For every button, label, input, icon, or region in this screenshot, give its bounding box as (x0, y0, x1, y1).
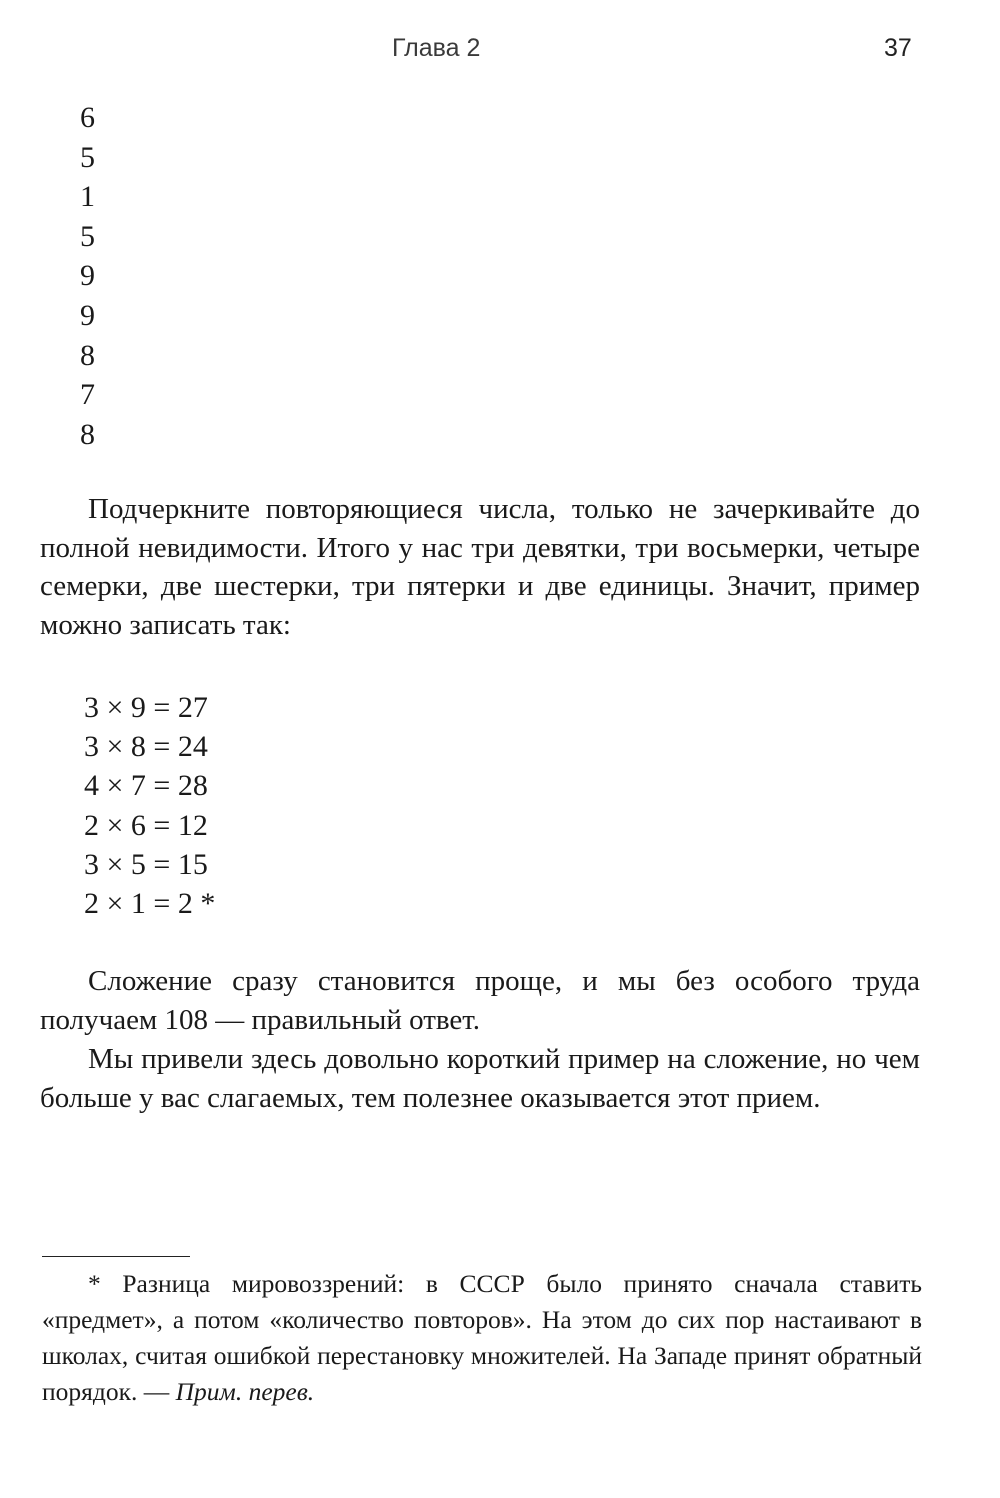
chapter-title: Глава 2 (392, 34, 481, 62)
digit-item: 5 (80, 219, 95, 253)
equation-line: 2 × 1 = 2 * (84, 886, 216, 920)
digit-column (80, 98, 95, 454)
equation-line: 3 × 5 = 15 (84, 847, 208, 881)
footnote (42, 1266, 922, 1410)
footnote-attribution: Прим. перев. (175, 1377, 315, 1406)
paragraph-result: Сложение сразу становится проще, и мы без особого труда получаем 108 — правильный ответ. (40, 965, 920, 1036)
equation-line: 3 × 8 = 24 (84, 730, 208, 764)
digit-item: 1 (80, 180, 95, 214)
digit-item: 9 (80, 259, 95, 293)
footnote-divider (42, 1256, 190, 1257)
equation-line: 2 × 6 = 12 (84, 808, 208, 842)
footnote-text: * Разница мировоззрений: в СССР было принято сначала ставить «предмет», а потом «количество повторов». На этом до сих пор настаивают в школах, считая ошибкой перестановку множителей. На Западе принят обратный порядок. — (42, 1269, 922, 1406)
equation-line: 3 × 9 = 27 (84, 691, 208, 724)
digit-item: 9 (80, 298, 95, 332)
digit-item: 7 (80, 378, 95, 412)
paragraph-conclusion: Мы привели здесь довольно короткий пример на сложение, но чем больше у вас слагаемых, тем полезнее оказывается этот прием. (40, 1043, 920, 1114)
digit-item: 8 (80, 417, 95, 451)
digit-item: 5 (80, 140, 95, 174)
equation-line: 4 × 7 = 28 (84, 769, 208, 803)
page-number: 37 (884, 34, 912, 62)
digit-item: 6 (80, 101, 95, 134)
paragraph-underline-instructions: Подчеркните повторяющиеся числа, только не зачеркивайте до полной невидимости. Итого у нас три девятки, три восьмерки, четыре семерки, две шестерки, три пятерки и две единицы. Значит, пример можно записать так: (40, 493, 920, 641)
digit-item: 8 (80, 338, 95, 372)
multiplication-list (84, 688, 215, 923)
